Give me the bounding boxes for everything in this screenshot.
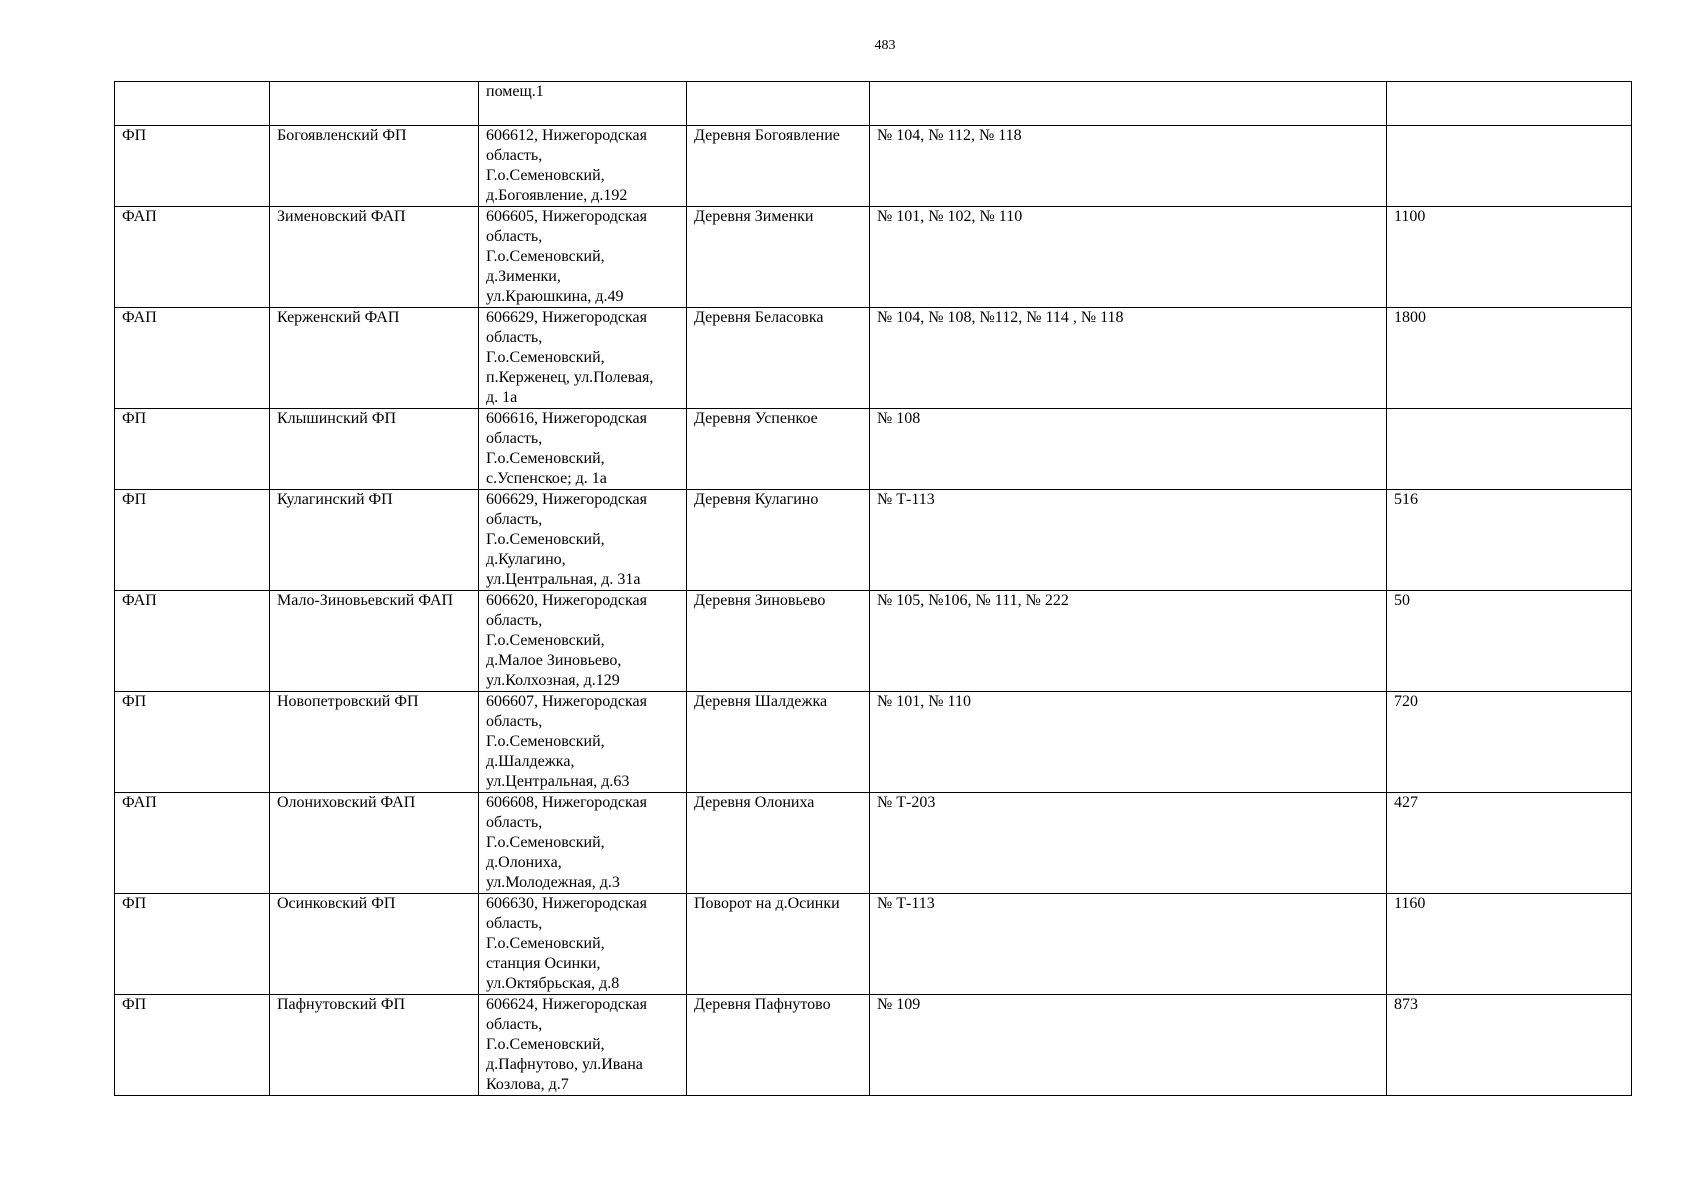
table-row <box>115 82 1632 126</box>
address-line: 606629, Нижегородская <box>486 309 647 326</box>
cell-settlement <box>687 82 870 126</box>
cell-name: Керженский ФАП <box>270 308 479 409</box>
address-line: Г.о.Семеновский, <box>486 248 605 265</box>
table-row <box>115 894 1632 995</box>
cell-address <box>479 308 687 409</box>
cell-name: Пафнутовский ФП <box>270 995 479 1096</box>
cell-address <box>479 591 687 692</box>
cell-distance: 427 <box>1387 793 1632 894</box>
cell-kind <box>115 82 270 126</box>
table-row <box>115 995 1632 1096</box>
cell-address <box>479 126 687 207</box>
address-line: с.Успенское; д. 1а <box>486 470 607 487</box>
address-line: д.Зименки, <box>486 268 561 285</box>
page-number: 483 <box>874 38 896 53</box>
address-line: ул.Октябрьская, д.8 <box>486 975 620 992</box>
cell-kind: ФАП <box>115 793 270 894</box>
cell-distance: 1160 <box>1387 894 1632 995</box>
address-line: область, <box>486 147 543 164</box>
address-line: помещ.1 <box>486 83 544 100</box>
address-line: ул.Молодежная, д.3 <box>486 874 620 891</box>
cell-kind: ФП <box>115 894 270 995</box>
address-line: область, <box>486 612 543 629</box>
address-line: ул.Центральная, д.63 <box>486 773 630 790</box>
table-body <box>115 82 1632 1096</box>
address-line: область, <box>486 1016 543 1033</box>
cell-kind: ФП <box>115 409 270 490</box>
address-line: ул.Центральная, д. 31а <box>486 571 641 588</box>
cell-distance: 720 <box>1387 692 1632 793</box>
cell-routes: № Т-113 <box>870 894 1387 995</box>
address-line: Г.о.Семеновский, <box>486 531 605 548</box>
table-row <box>115 126 1632 207</box>
cell-address <box>479 793 687 894</box>
cell-address <box>479 409 687 490</box>
cell-kind: ФАП <box>115 207 270 308</box>
address-line: область, <box>486 430 543 447</box>
cell-name: Зименовский ФАП <box>270 207 479 308</box>
cell-routes: № Т-113 <box>870 490 1387 591</box>
cell-distance: 1100 <box>1387 207 1632 308</box>
cell-settlement: Деревня Успенкое <box>687 409 870 490</box>
cell-distance <box>1387 82 1632 126</box>
cell-routes: № 109 <box>870 995 1387 1096</box>
cell-kind: ФП <box>115 692 270 793</box>
cell-routes: № 101, № 102, № 110 <box>870 207 1387 308</box>
cell-routes: № 104, № 112, № 118 <box>870 126 1387 207</box>
cell-settlement: Деревня Богоявление <box>687 126 870 207</box>
cell-address <box>479 490 687 591</box>
address-line: п.Керженец, ул.Полевая, <box>486 369 654 386</box>
cell-distance: 516 <box>1387 490 1632 591</box>
cell-settlement: Деревня Олониха <box>687 793 870 894</box>
cell-routes: № Т-203 <box>870 793 1387 894</box>
address-line: д.Богоявление, д.192 <box>486 187 628 204</box>
cell-kind: ФП <box>115 490 270 591</box>
address-line: область, <box>486 329 543 346</box>
cell-settlement: Поворот на д.Осинки <box>687 894 870 995</box>
cell-name: Кулагинский ФП <box>270 490 479 591</box>
cell-name: Олониховский ФАП <box>270 793 479 894</box>
cell-routes <box>870 82 1387 126</box>
cell-name: Новопетровский ФП <box>270 692 479 793</box>
address-line: 606630, Нижегородская <box>486 895 647 912</box>
cell-settlement: Деревня Пафнутово <box>687 995 870 1096</box>
facilities-table <box>114 81 1632 1096</box>
cell-settlement: Деревня Шалдежка <box>687 692 870 793</box>
cell-distance: 873 <box>1387 995 1632 1096</box>
table-row <box>115 207 1632 308</box>
address-line: д.Малое Зиновьево, <box>486 652 622 669</box>
address-line: 606605, Нижегородская <box>486 208 647 225</box>
cell-settlement: Деревня Зименки <box>687 207 870 308</box>
cell-name <box>270 82 479 126</box>
cell-kind: ФАП <box>115 591 270 692</box>
address-line: область, <box>486 915 543 932</box>
address-line: 606607, Нижегородская <box>486 693 647 710</box>
cell-address <box>479 995 687 1096</box>
table-row <box>115 308 1632 409</box>
table-row <box>115 692 1632 793</box>
cell-settlement: Деревня Кулагино <box>687 490 870 591</box>
cell-routes: № 101, № 110 <box>870 692 1387 793</box>
address-line: область, <box>486 511 543 528</box>
address-line: ул.Колхозная, д.129 <box>486 672 620 689</box>
cell-distance <box>1387 409 1632 490</box>
address-line: Г.о.Семеновский, <box>486 834 605 851</box>
table-row <box>115 591 1632 692</box>
cell-name: Осинковский ФП <box>270 894 479 995</box>
cell-routes: № 108 <box>870 409 1387 490</box>
address-line: Г.о.Семеновский, <box>486 167 605 184</box>
address-line: Г.о.Семеновский, <box>486 450 605 467</box>
address-line: Козлова, д.7 <box>486 1076 569 1093</box>
address-line: 606620, Нижегородская <box>486 592 647 609</box>
address-line: станция Осинки, <box>486 955 601 972</box>
address-line: Г.о.Семеновский, <box>486 349 605 366</box>
address-line: д.Шалдежка, <box>486 753 575 770</box>
address-line: область, <box>486 814 543 831</box>
address-line: 606608, Нижегородская <box>486 794 647 811</box>
address-line: 606612, Нижегородская <box>486 127 647 144</box>
cell-settlement: Деревня Зиновьево <box>687 591 870 692</box>
address-line: Г.о.Семеновский, <box>486 632 605 649</box>
table-row <box>115 490 1632 591</box>
table-row <box>115 409 1632 490</box>
cell-routes: № 105, №106, № 111, № 222 <box>870 591 1387 692</box>
cell-name: Клышинский ФП <box>270 409 479 490</box>
address-line: д.Олониха, <box>486 854 562 871</box>
cell-settlement: Деревня Беласовка <box>687 308 870 409</box>
address-line: 606629, Нижегородская <box>486 491 647 508</box>
address-line: д. 1а <box>486 389 518 406</box>
address-line: Г.о.Семеновский, <box>486 733 605 750</box>
cell-address <box>479 82 687 126</box>
address-line: область, <box>486 713 543 730</box>
cell-address <box>479 207 687 308</box>
cell-name: Мало-Зиновьевский ФАП <box>270 591 479 692</box>
cell-distance: 50 <box>1387 591 1632 692</box>
address-line: Г.о.Семеновский, <box>486 935 605 952</box>
address-line: 606616, Нижегородская <box>486 410 647 427</box>
cell-kind: ФП <box>115 126 270 207</box>
cell-address <box>479 894 687 995</box>
cell-distance <box>1387 126 1632 207</box>
cell-address <box>479 692 687 793</box>
address-line: ул.Краюшкина, д.49 <box>486 288 624 305</box>
cell-routes: № 104, № 108, №112, № 114 , № 118 <box>870 308 1387 409</box>
address-line: область, <box>486 228 543 245</box>
cell-kind: ФП <box>115 995 270 1096</box>
table-row <box>115 793 1632 894</box>
cell-distance: 1800 <box>1387 308 1632 409</box>
address-line: 606624, Нижегородская <box>486 996 647 1013</box>
address-line: Г.о.Семеновский, <box>486 1036 605 1053</box>
cell-name: Богоявленский ФП <box>270 126 479 207</box>
cell-kind: ФАП <box>115 308 270 409</box>
address-line: д.Кулагино, <box>486 551 566 568</box>
address-line: д.Пафнутово, ул.Ивана <box>486 1056 643 1073</box>
